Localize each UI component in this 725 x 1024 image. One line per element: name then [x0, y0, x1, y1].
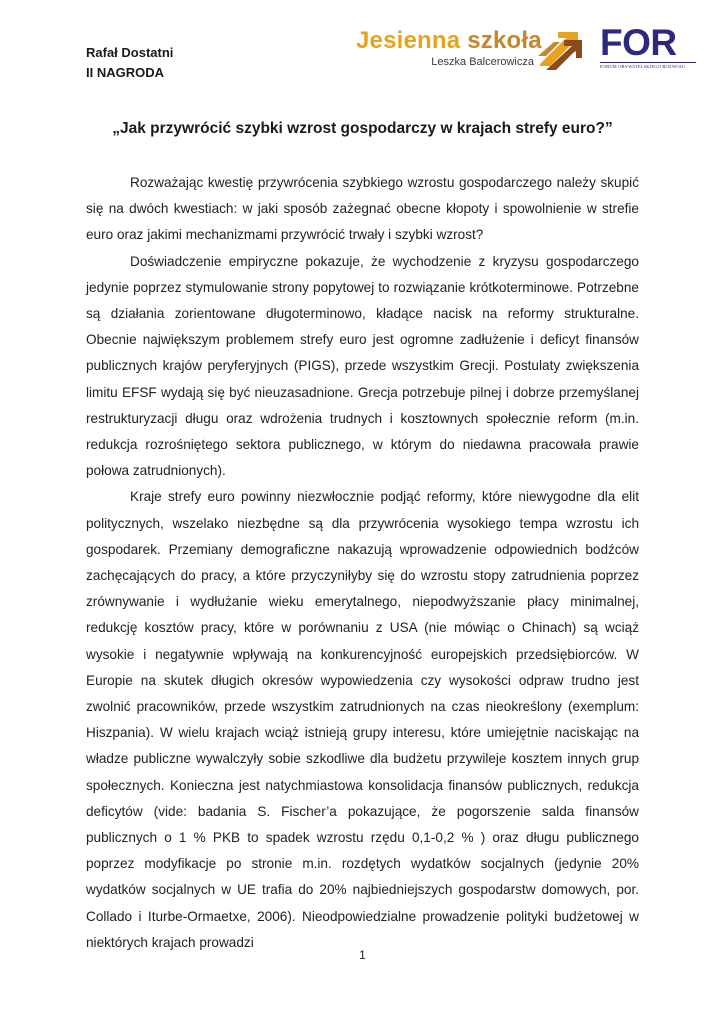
paragraph-1: Rozważając kwestię przywrócenia szybkiego wzrostu gospodarczego należy skupić się na dwóch kwestiach: w jaki sposób zażegnać obecne kłopoty i spowolnienie w strefie euro oraz jakimi mechanizmami przywrócić trwały i szybki wzrost? — [86, 175, 639, 243]
document-body — [86, 170, 639, 956]
header-logos — [356, 22, 701, 76]
for-logo-subtitle: FORUM OBYWATELSKIEGO ROZWOJU — [600, 62, 696, 69]
jesienna-szkola-logo — [356, 26, 542, 68]
award-label: II NAGRODA — [86, 65, 164, 80]
page-number: 1 — [359, 948, 366, 962]
jesienna-word: Jesienna — [356, 27, 461, 54]
document-title: „Jak przywrócić szybki wzrost gospodarczy w krajach strefy euro?” — [112, 120, 613, 137]
for-logo-text: FOR — [600, 22, 677, 63]
jesienna-subtitle: Leszka Balcerowicza — [431, 56, 534, 68]
szkola-word: szkoła — [467, 27, 542, 54]
author-name: Rafał Dostatni — [86, 45, 174, 60]
author-block — [86, 43, 173, 83]
for-logo — [600, 22, 696, 72]
paragraph-2: Doświadczenie empiryczne pokazuje, że wychodzenie z kryzysu gospodarczego jedynie poprzez stymulowanie strony popytowej to rozwiązanie krótkoterminowe. Potrzebne są działania zorientowane długoterminowo, kładące nacisk na reformy strukturalne. Obecnie największym problemem strefy euro jest ogromne zadłużenie i deficyt finansów publicznych krajów peryferyjnych (PIGS), przede wszystkim Grecji. Postulaty zwiększenia limitu EFSF wydają się być nieuzasadnione. Grecja potrzebuje pilnej i dobrze przemyślanej restrukturyzacji długu oraz wdrożenia trudnych i kosztownych społecznie reform (m.in. redukcja rozrośniętego sektora publicznego, w którym do niedawna pracowała prawie połowa zatrudnionych). — [86, 253, 639, 479]
paragraph-3: Kraje strefy euro powinny niezwłocznie podjąć reformy, które niewygodne dla elit politycznych, wszelako niezbędne są dla przywrócenia wysokiego tempa wzrostu ich gospodarek. Przemiany demograficzne nakazują wprowadzenie odpowiednich bodźców zachęcających do pracy, a które przyczyniłyby się do wzrostu stopy zatrudnienia poprzez zrównywanie i wydłużanie wieku emerytalnego, niepodwyższanie płacy minimalnej, redukcję kosztów pracy, które w porównaniu z USA (nie mówiąc o Chinach) są wciąż wysokie i negatywnie wpływają na konkurencyjność europejskich przedsiębiorców. W Europie na skutek długich okresów wypowiedzenia czy wysokości odpraw trudno jest zwolnić pracowników, przede wszystkim zatrudnionych na czas nieokreślony (exemplum: Hiszpania). W wielu krajach wciąż istnieją grupy interesu, które umiejętnie naciskając na władze publiczne wywalczyły sobie szkodliwe dla budżetu przywileje kosztem innych grup społecznych. Konieczna jest natychmiastowa konsolidacja finansów publicznych, redukcja deficytów (vide: badania S. Fischer’a pokazujące, że pogorszenie salda finansów publicznych o 1 % PKB to spadek wzrostu rzędu 0,1-0,2 % ) oraz długu publicznego poprzez modyfikacje po stronie m.in. rozdętych wydatków socjalnych (jedynie 20% wydatków socjalnych w UE trafia do 20% najbiedniejszych gospodarstw domowych, por. Collado i Iturbe-Ormaetxe, 2006). Nieodpowiedzialne prowadzenie polityki budżetowej w niektórych krajach prowadzi — [86, 489, 639, 950]
growth-arrow-icon — [538, 26, 582, 70]
